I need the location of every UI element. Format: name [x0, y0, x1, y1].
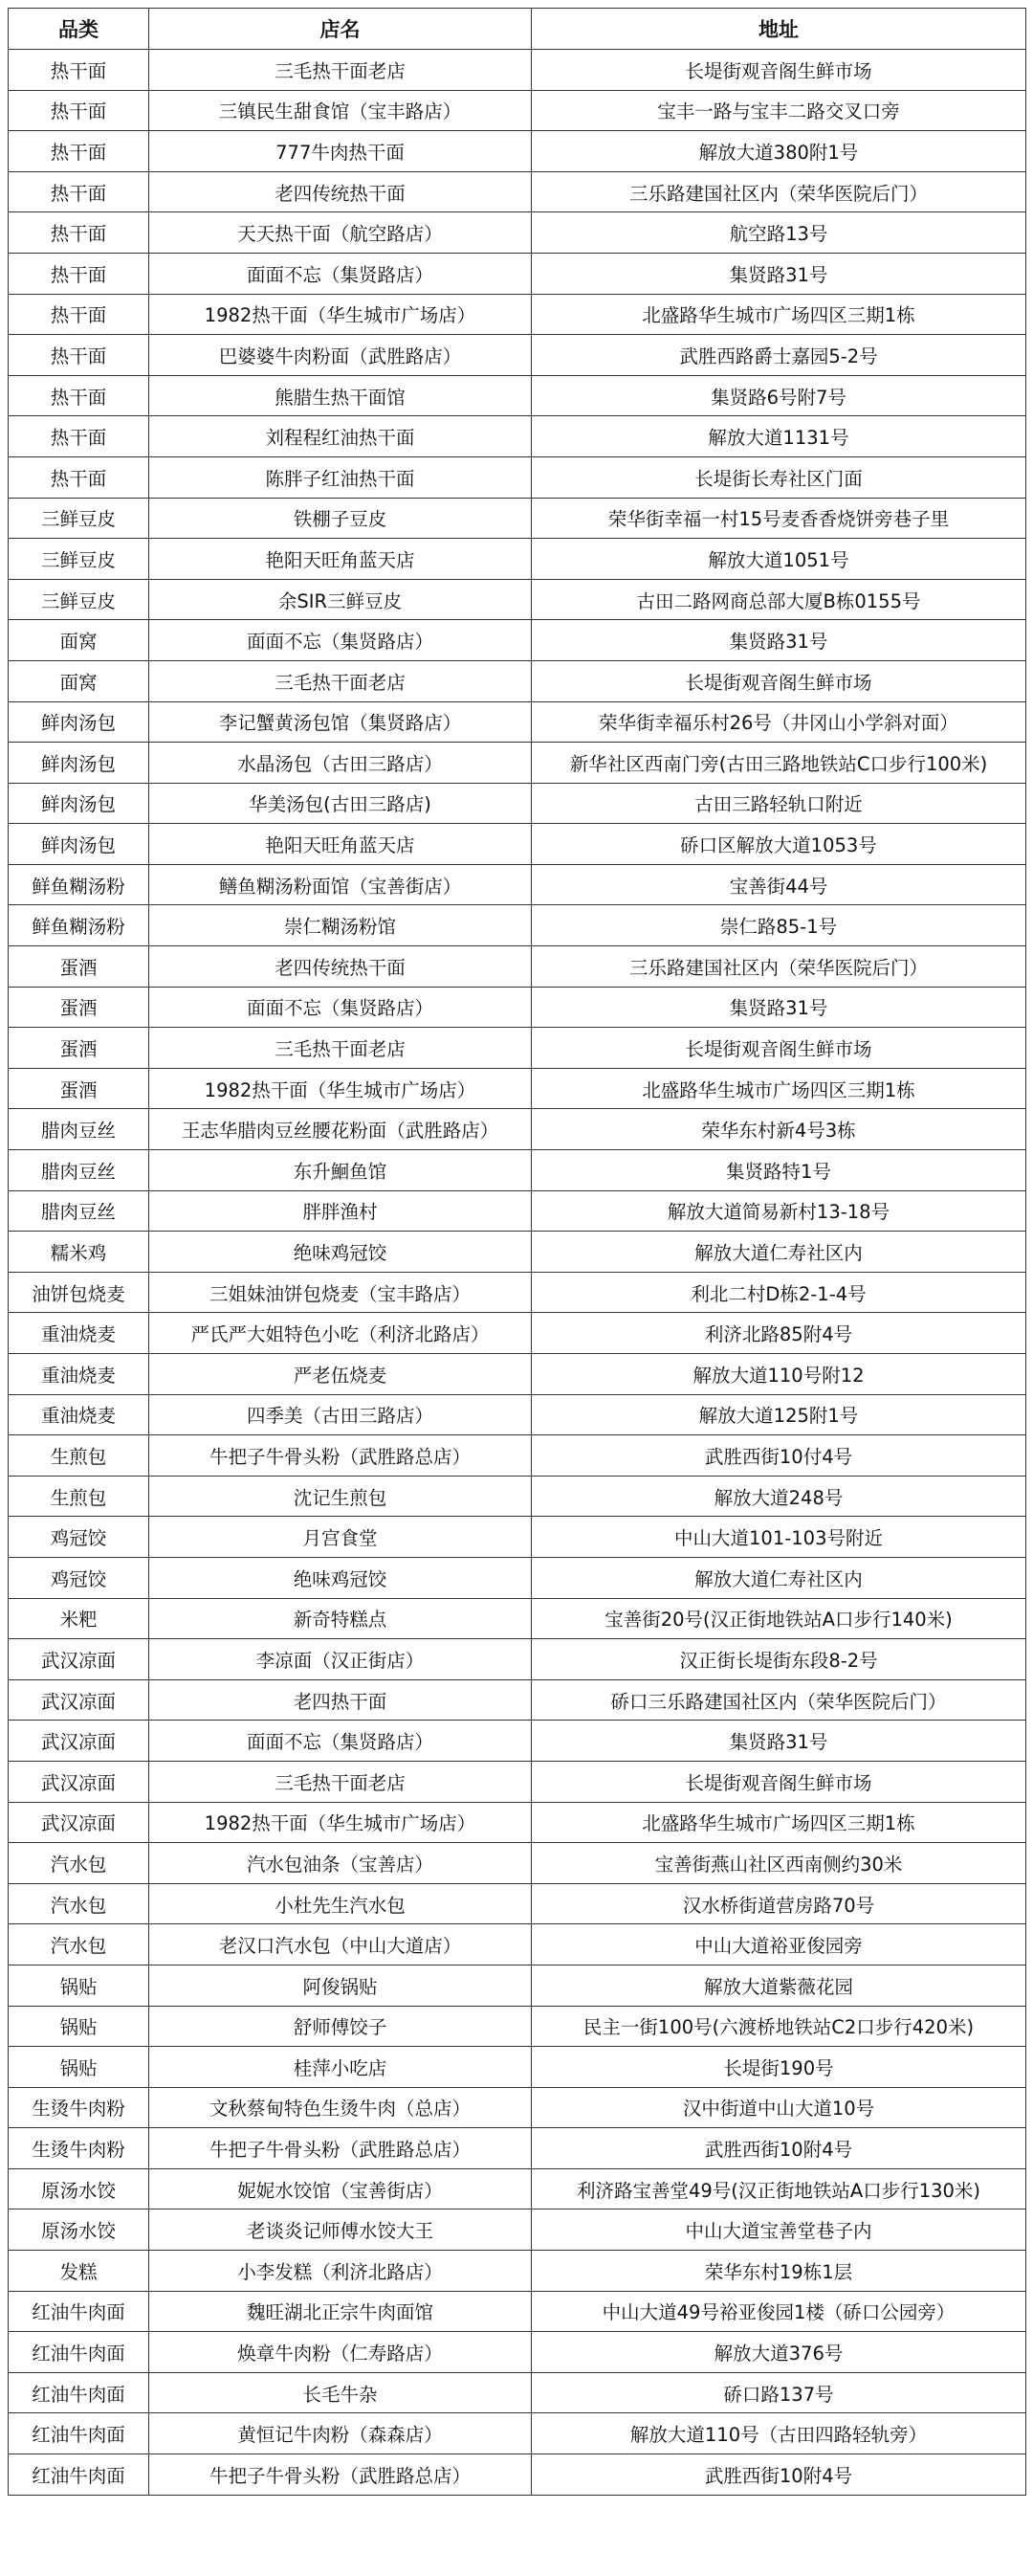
- table-row: [9, 171, 1026, 212]
- table-row: [9, 2168, 1026, 2210]
- cell-shop-name: 鳝鱼糊汤粉面馆（宝善街店）: [149, 864, 532, 905]
- cell-address: 汉中街道中山大道10号: [532, 2087, 1026, 2128]
- cell-shop-name: 老四传统热干面: [149, 946, 532, 988]
- cell-category: 热干面: [9, 416, 149, 457]
- cell-address: 中山大道49号裕亚俊园1楼（硚口公园旁）: [532, 2291, 1026, 2332]
- table-row: [9, 294, 1026, 335]
- table-row: [9, 743, 1026, 784]
- cell-category: 蛋酒: [9, 987, 149, 1028]
- cell-address: 荣华东村19栋1层: [532, 2251, 1026, 2292]
- cell-category: 武汉凉面: [9, 1721, 149, 1762]
- table-row: [9, 1435, 1026, 1477]
- table-row: [9, 2087, 1026, 2128]
- table-row: [9, 375, 1026, 416]
- cell-address: 集贤路31号: [532, 620, 1026, 661]
- table-row: [9, 1394, 1026, 1435]
- table-row: [9, 1598, 1026, 1639]
- cell-address: 古田二路网商总部大厦B栋0155号: [532, 579, 1026, 620]
- cell-address: 武胜西街10附4号: [532, 2454, 1026, 2496]
- cell-shop-name: 长毛牛杂: [149, 2372, 532, 2413]
- table-row: [9, 2413, 1026, 2454]
- cell-address: 长堤街观音阁生鲜市场: [532, 50, 1026, 91]
- table-row: [9, 2332, 1026, 2373]
- cell-address: 解放大道紫薇花园: [532, 1965, 1026, 2006]
- cell-category: 腊肉豆丝: [9, 1150, 149, 1191]
- cell-address: 解放大道简易新村13-18号: [532, 1190, 1026, 1232]
- cell-address: 长堤街观音阁生鲜市场: [532, 660, 1026, 701]
- cell-category: 鲜肉汤包: [9, 824, 149, 865]
- cell-shop-name: 刘程程红油热干面: [149, 416, 532, 457]
- cell-category: 原汤水饺: [9, 2168, 149, 2210]
- cell-address: 汉正街长堤街东段8-2号: [532, 1639, 1026, 1680]
- cell-address: 宝善街44号: [532, 864, 1026, 905]
- table-row: [9, 1965, 1026, 2006]
- cell-category: 热干面: [9, 253, 149, 294]
- table-row: [9, 2372, 1026, 2413]
- table-body: [9, 50, 1026, 2496]
- table-row: [9, 905, 1026, 946]
- cell-category: 鸡冠饺: [9, 1517, 149, 1558]
- table-row: [9, 1109, 1026, 1150]
- table-row: [9, 2047, 1026, 2088]
- cell-address: 解放大道110号（古田四路轻轨旁）: [532, 2413, 1026, 2454]
- table-row: [9, 498, 1026, 539]
- cell-shop-name: 三毛热干面老店: [149, 50, 532, 91]
- cell-shop-name: 绝味鸡冠饺: [149, 1557, 532, 1598]
- table-row: [9, 620, 1026, 661]
- cell-category: 三鲜豆皮: [9, 498, 149, 539]
- cell-shop-name: 1982热干面（华生城市广场店）: [149, 1802, 532, 1843]
- cell-address: 武胜西街10附4号: [532, 2128, 1026, 2169]
- table-row: [9, 2251, 1026, 2292]
- table-row: [9, 701, 1026, 743]
- cell-shop-name: 老四传统热干面: [149, 171, 532, 212]
- cell-category: 重油烧麦: [9, 1354, 149, 1395]
- cell-category: 腊肉豆丝: [9, 1190, 149, 1232]
- cell-address: 北盛路华生城市广场四区三期1栋: [532, 1802, 1026, 1843]
- cell-shop-name: 文秋蔡甸特色生烫牛肉（总店）: [149, 2087, 532, 2128]
- cell-address: 集贤路31号: [532, 253, 1026, 294]
- cell-address: 解放大道仁寿社区内: [532, 1232, 1026, 1273]
- cell-shop-name: 沈记生煎包: [149, 1476, 532, 1517]
- table-row: [9, 90, 1026, 131]
- cell-shop-name: 华美汤包(古田三路店): [149, 783, 532, 824]
- table-row: [9, 660, 1026, 701]
- cell-address: 汉水桥街道营房路70号: [532, 1883, 1026, 1924]
- cell-category: 生煎包: [9, 1476, 149, 1517]
- cell-category: 糯米鸡: [9, 1232, 149, 1273]
- cell-category: 热干面: [9, 212, 149, 254]
- cell-category: 武汉凉面: [9, 1761, 149, 1802]
- cell-shop-name: 崇仁糊汤粉馆: [149, 905, 532, 946]
- table-row: [9, 1802, 1026, 1843]
- table-row: [9, 1028, 1026, 1069]
- cell-category: 腊肉豆丝: [9, 1109, 149, 1150]
- table-row: [9, 783, 1026, 824]
- cell-category: 蛋酒: [9, 1028, 149, 1069]
- cell-shop-name: 三毛热干面老店: [149, 1028, 532, 1069]
- cell-shop-name: 阿俊锅贴: [149, 1965, 532, 2006]
- cell-shop-name: 艳阳天旺角蓝天店: [149, 824, 532, 865]
- cell-address: 武胜西街10付4号: [532, 1435, 1026, 1477]
- table-row: [9, 1232, 1026, 1273]
- cell-address: 宝丰一路与宝丰二路交叉口旁: [532, 90, 1026, 131]
- cell-address: 解放大道376号: [532, 2332, 1026, 2373]
- header-shop-name: 店名: [149, 9, 532, 50]
- cell-shop-name: 老谈炎记师傅水饺大王: [149, 2210, 532, 2251]
- cell-shop-name: 777牛肉热干面: [149, 131, 532, 172]
- header-row: [9, 9, 1026, 50]
- cell-category: 面窝: [9, 660, 149, 701]
- cell-address: 利济北路85附4号: [532, 1313, 1026, 1354]
- cell-shop-name: 小杜先生汽水包: [149, 1883, 532, 1924]
- cell-category: 三鲜豆皮: [9, 579, 149, 620]
- table-row: [9, 1557, 1026, 1598]
- cell-category: 锅贴: [9, 2047, 149, 2088]
- table-row: [9, 946, 1026, 988]
- cell-shop-name: 老四热干面: [149, 1679, 532, 1721]
- cell-shop-name: 东升鮰鱼馆: [149, 1150, 532, 1191]
- table-row: [9, 1313, 1026, 1354]
- cell-address: 集贤路特1号: [532, 1150, 1026, 1191]
- cell-category: 生煎包: [9, 1435, 149, 1477]
- table-row: [9, 2454, 1026, 2496]
- table-header: [9, 9, 1026, 50]
- table-row: [9, 1476, 1026, 1517]
- cell-category: 热干面: [9, 50, 149, 91]
- table-row: [9, 1761, 1026, 1802]
- table-row: [9, 2210, 1026, 2251]
- cell-shop-name: 黄恒记牛肉粉（森森店）: [149, 2413, 532, 2454]
- table-row: [9, 2128, 1026, 2169]
- cell-address: 集贤路31号: [532, 1721, 1026, 1762]
- cell-category: 面窝: [9, 620, 149, 661]
- cell-address: 中山大道宝善堂巷子内: [532, 2210, 1026, 2251]
- cell-address: 北盛路华生城市广场四区三期1栋: [532, 1068, 1026, 1109]
- table-row: [9, 212, 1026, 254]
- cell-address: 解放大道仁寿社区内: [532, 1557, 1026, 1598]
- table-row: [9, 416, 1026, 457]
- cell-address: 解放大道1051号: [532, 539, 1026, 580]
- table-row: [9, 1517, 1026, 1558]
- table-row: [9, 253, 1026, 294]
- cell-address: 崇仁路85-1号: [532, 905, 1026, 946]
- cell-shop-name: 牛把子牛骨头粉（武胜路总店）: [149, 2454, 532, 2496]
- cell-category: 红油牛肉面: [9, 2332, 149, 2373]
- cell-category: 重油烧麦: [9, 1394, 149, 1435]
- cell-shop-name: 李凉面（汉正街店）: [149, 1639, 532, 1680]
- cell-address: 航空路13号: [532, 212, 1026, 254]
- cell-category: 红油牛肉面: [9, 2291, 149, 2332]
- cell-shop-name: 面面不忘（集贤路店）: [149, 987, 532, 1028]
- table-row: [9, 335, 1026, 376]
- cell-category: 热干面: [9, 90, 149, 131]
- cell-shop-name: 面面不忘（集贤路店）: [149, 620, 532, 661]
- table-row: [9, 2291, 1026, 2332]
- cell-shop-name: 焕章牛肉粉（仁寿路店）: [149, 2332, 532, 2373]
- cell-category: 蛋酒: [9, 1068, 149, 1109]
- cell-shop-name: 余SIR三鲜豆皮: [149, 579, 532, 620]
- cell-category: 武汉凉面: [9, 1802, 149, 1843]
- cell-address: 集贤路31号: [532, 987, 1026, 1028]
- cell-shop-name: 小李发糕（利济北路店）: [149, 2251, 532, 2292]
- cell-category: 武汉凉面: [9, 1639, 149, 1680]
- cell-shop-name: 三毛热干面老店: [149, 1761, 532, 1802]
- cell-address: 解放大道248号: [532, 1476, 1026, 1517]
- table-row: [9, 824, 1026, 865]
- cell-shop-name: 妮妮水饺馆（宝善街店）: [149, 2168, 532, 2210]
- cell-category: 米粑: [9, 1598, 149, 1639]
- cell-address: 宝善街燕山社区西南侧约30米: [532, 1843, 1026, 1884]
- cell-address: 硚口路137号: [532, 2372, 1026, 2413]
- cell-category: 红油牛肉面: [9, 2454, 149, 2496]
- table-row: [9, 864, 1026, 905]
- cell-address: 集贤路6号附7号: [532, 375, 1026, 416]
- cell-shop-name: 魏旺湖北正宗牛肉面馆: [149, 2291, 532, 2332]
- cell-shop-name: 舒师傅饺子: [149, 2006, 532, 2047]
- table-row: [9, 987, 1026, 1028]
- cell-address: 解放大道125附1号: [532, 1394, 1026, 1435]
- cell-category: 锅贴: [9, 2006, 149, 2047]
- cell-address: 武胜西路爵士嘉园5-2号: [532, 335, 1026, 376]
- cell-shop-name: 老汉口汽水包（中山大道店）: [149, 1924, 532, 1965]
- cell-shop-name: 桂萍小吃店: [149, 2047, 532, 2088]
- cell-category: 锅贴: [9, 1965, 149, 2006]
- cell-shop-name: 胖胖渔村: [149, 1190, 532, 1232]
- cell-address: 中山大道裕亚俊园旁: [532, 1924, 1026, 1965]
- table-row: [9, 131, 1026, 172]
- cell-shop-name: 牛把子牛骨头粉（武胜路总店）: [149, 2128, 532, 2169]
- cell-shop-name: 1982热干面（华生城市广场店）: [149, 1068, 532, 1109]
- cell-shop-name: 李记蟹黄汤包馆（集贤路店）: [149, 701, 532, 743]
- cell-address: 三乐路建国社区内（荣华医院后门）: [532, 171, 1026, 212]
- cell-shop-name: 四季美（古田三路店）: [149, 1394, 532, 1435]
- cell-category: 汽水包: [9, 1883, 149, 1924]
- cell-shop-name: 巴婆婆牛肉粉面（武胜路店）: [149, 335, 532, 376]
- cell-address: 新华社区西南门旁(古田三路地铁站C口步行100米): [532, 743, 1026, 784]
- cell-category: 发糕: [9, 2251, 149, 2292]
- cell-category: 生烫牛肉粉: [9, 2128, 149, 2169]
- cell-address: 解放大道1131号: [532, 416, 1026, 457]
- table-row: [9, 1068, 1026, 1109]
- cell-shop-name: 汽水包油条（宝善店）: [149, 1843, 532, 1884]
- cell-shop-name: 新奇特糕点: [149, 1598, 532, 1639]
- cell-category: 鲜肉汤包: [9, 743, 149, 784]
- cell-shop-name: 严氏严大姐特色小吃（利济北路店）: [149, 1313, 532, 1354]
- table-row: [9, 1639, 1026, 1680]
- cell-shop-name: 牛把子牛骨头粉（武胜路总店）: [149, 1435, 532, 1477]
- cell-address: 三乐路建国社区内（荣华医院后门）: [532, 946, 1026, 988]
- cell-address: 硚口三乐路建国社区内（荣华医院后门）: [532, 1679, 1026, 1721]
- header-address: 地址: [532, 9, 1026, 50]
- cell-address: 利北二村D栋2-1-4号: [532, 1272, 1026, 1313]
- cell-category: 汽水包: [9, 1843, 149, 1884]
- cell-shop-name: 艳阳天旺角蓝天店: [149, 539, 532, 580]
- cell-shop-name: 三毛热干面老店: [149, 660, 532, 701]
- table-row: [9, 1924, 1026, 1965]
- cell-category: 生烫牛肉粉: [9, 2087, 149, 2128]
- cell-shop-name: 三镇民生甜食馆（宝丰路店）: [149, 90, 532, 131]
- cell-category: 鲜肉汤包: [9, 701, 149, 743]
- cell-address: 荣华街幸福一村15号麦香香烧饼旁巷子里: [532, 498, 1026, 539]
- table-row: [9, 1272, 1026, 1313]
- cell-category: 油饼包烧麦: [9, 1272, 149, 1313]
- table-row: [9, 2006, 1026, 2047]
- cell-category: 三鲜豆皮: [9, 539, 149, 580]
- cell-address: 荣华东村新4号3栋: [532, 1109, 1026, 1150]
- cell-category: 重油烧麦: [9, 1313, 149, 1354]
- cell-category: 原汤水饺: [9, 2210, 149, 2251]
- cell-category: 鲜肉汤包: [9, 783, 149, 824]
- cell-shop-name: 面面不忘（集贤路店）: [149, 253, 532, 294]
- cell-address: 北盛路华生城市广场四区三期1栋: [532, 294, 1026, 335]
- header-category: 品类: [9, 9, 149, 50]
- cell-address: 长堤街观音阁生鲜市场: [532, 1761, 1026, 1802]
- table-row: [9, 1679, 1026, 1721]
- cell-shop-name: 三姐妹油饼包烧麦（宝丰路店）: [149, 1272, 532, 1313]
- cell-category: 红油牛肉面: [9, 2413, 149, 2454]
- table-row: [9, 539, 1026, 580]
- cell-address: 荣华街幸福乐村26号（井冈山小学斜对面）: [532, 701, 1026, 743]
- cell-address: 长堤街190号: [532, 2047, 1026, 2088]
- cell-shop-name: 月宫食堂: [149, 1517, 532, 1558]
- table-row: [9, 1190, 1026, 1232]
- cell-shop-name: 严老伍烧麦: [149, 1354, 532, 1395]
- cell-address: 长堤街长寿社区门面: [532, 456, 1026, 498]
- shop-table: [8, 8, 1026, 2496]
- cell-shop-name: 面面不忘（集贤路店）: [149, 1721, 532, 1762]
- table-row: [9, 1150, 1026, 1191]
- cell-address: 解放大道110号附12: [532, 1354, 1026, 1395]
- table-row: [9, 50, 1026, 91]
- cell-shop-name: 铁棚子豆皮: [149, 498, 532, 539]
- cell-category: 热干面: [9, 335, 149, 376]
- cell-category: 热干面: [9, 375, 149, 416]
- cell-address: 民主一街100号(六渡桥地铁站C2口步行420米): [532, 2006, 1026, 2047]
- cell-shop-name: 绝味鸡冠饺: [149, 1232, 532, 1273]
- cell-category: 武汉凉面: [9, 1679, 149, 1721]
- cell-shop-name: 王志华腊肉豆丝腰花粉面（武胜路店）: [149, 1109, 532, 1150]
- table-row: [9, 1843, 1026, 1884]
- cell-category: 热干面: [9, 171, 149, 212]
- cell-category: 鲜鱼糊汤粉: [9, 905, 149, 946]
- table-row: [9, 579, 1026, 620]
- table-row: [9, 1721, 1026, 1762]
- cell-shop-name: 1982热干面（华生城市广场店）: [149, 294, 532, 335]
- cell-category: 红油牛肉面: [9, 2372, 149, 2413]
- cell-address: 利济路宝善堂49号(汉正街地铁站A口步行130米): [532, 2168, 1026, 2210]
- cell-category: 鸡冠饺: [9, 1557, 149, 1598]
- cell-category: 蛋酒: [9, 946, 149, 988]
- cell-address: 解放大道380附1号: [532, 131, 1026, 172]
- cell-address: 古田三路轻轨口附近: [532, 783, 1026, 824]
- cell-shop-name: 熊腊生热干面馆: [149, 375, 532, 416]
- cell-category: 汽水包: [9, 1924, 149, 1965]
- cell-category: 鲜鱼糊汤粉: [9, 864, 149, 905]
- cell-shop-name: 天天热干面（航空路店）: [149, 212, 532, 254]
- cell-category: 热干面: [9, 456, 149, 498]
- cell-shop-name: 水晶汤包（古田三路店）: [149, 743, 532, 784]
- cell-category: 热干面: [9, 294, 149, 335]
- cell-address: 中山大道101-103号附近: [532, 1517, 1026, 1558]
- table-row: [9, 1354, 1026, 1395]
- cell-shop-name: 陈胖子红油热干面: [149, 456, 532, 498]
- cell-address: 硚口区解放大道1053号: [532, 824, 1026, 865]
- cell-address: 宝善街20号(汉正街地铁站A口步行140米): [532, 1598, 1026, 1639]
- table-row: [9, 1883, 1026, 1924]
- cell-category: 热干面: [9, 131, 149, 172]
- table-row: [9, 456, 1026, 498]
- cell-address: 长堤街观音阁生鲜市场: [532, 1028, 1026, 1069]
